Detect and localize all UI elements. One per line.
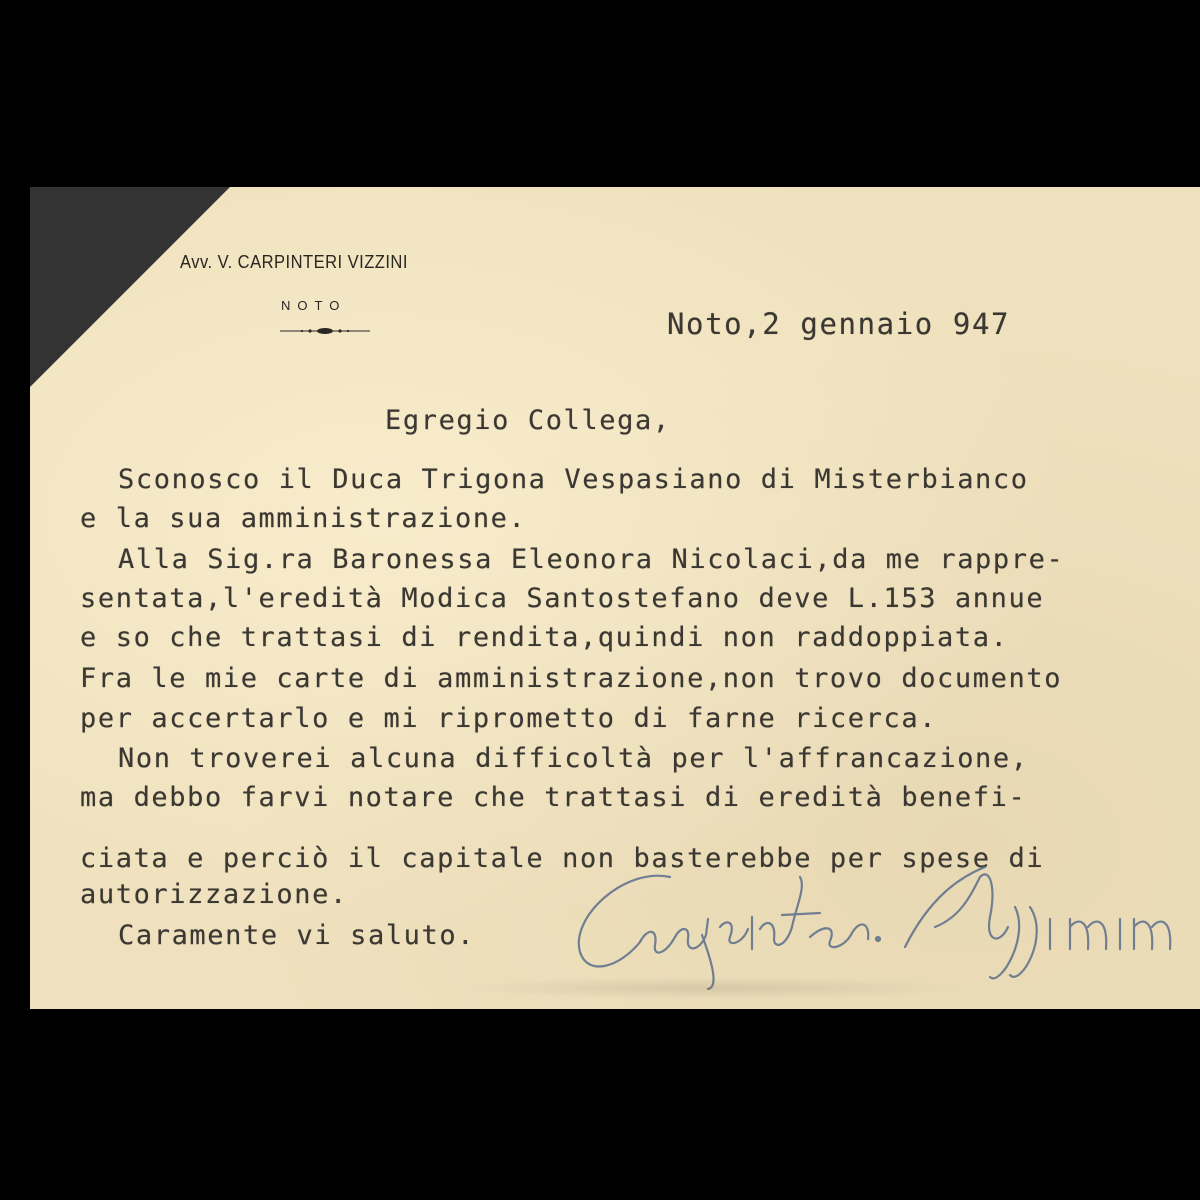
letter-card <box>30 187 1200 1009</box>
letterhead-name: Avv. V. CARPINTERI VIZZINI <box>180 252 408 272</box>
letter-line: ma debbo farvi notare che trattasi di eredità benefi- <box>80 782 1027 813</box>
letter-line: e so che trattasi di rendita,quindi non raddoppiata. <box>80 622 1009 653</box>
letterhead-ornament <box>280 325 370 337</box>
letter-salutation: Egregio Collega, <box>385 405 671 436</box>
mourning-corner-band <box>30 187 230 387</box>
letter-line: Non troverei alcuna difficoltà per l'affrancazione, <box>118 743 1029 774</box>
letter-date: Noto,2 gennaio 947 <box>667 307 1011 341</box>
letter-closing: Caramente vi saluto. <box>118 920 476 951</box>
letter-line: Sconosco il Duca Trigona Vespasiano di Misterbianco <box>118 464 1029 495</box>
handwritten-signature <box>530 857 1180 997</box>
faint-stain <box>450 977 970 999</box>
letter-line: autorizzazione. <box>80 879 348 910</box>
letter-line: Alla Sig.ra Baronessa Eleonora Nicolaci,da me rappre- <box>118 544 1065 575</box>
letter-line: e la sua amministrazione. <box>80 503 527 534</box>
letter-line: ciata e perciò il capitale non basterebbe per spese di <box>80 843 1045 874</box>
letter-line: sentata,l'eredità Modica Santostefano deve L.153 annue <box>80 583 1045 614</box>
letter-line: Fra le mie carte di amministrazione,non trovo documento <box>80 663 1063 694</box>
letter-line: per accertarlo e mi riprometto di farne ricerca. <box>80 703 938 734</box>
letterhead-city: NOTO <box>281 298 347 313</box>
